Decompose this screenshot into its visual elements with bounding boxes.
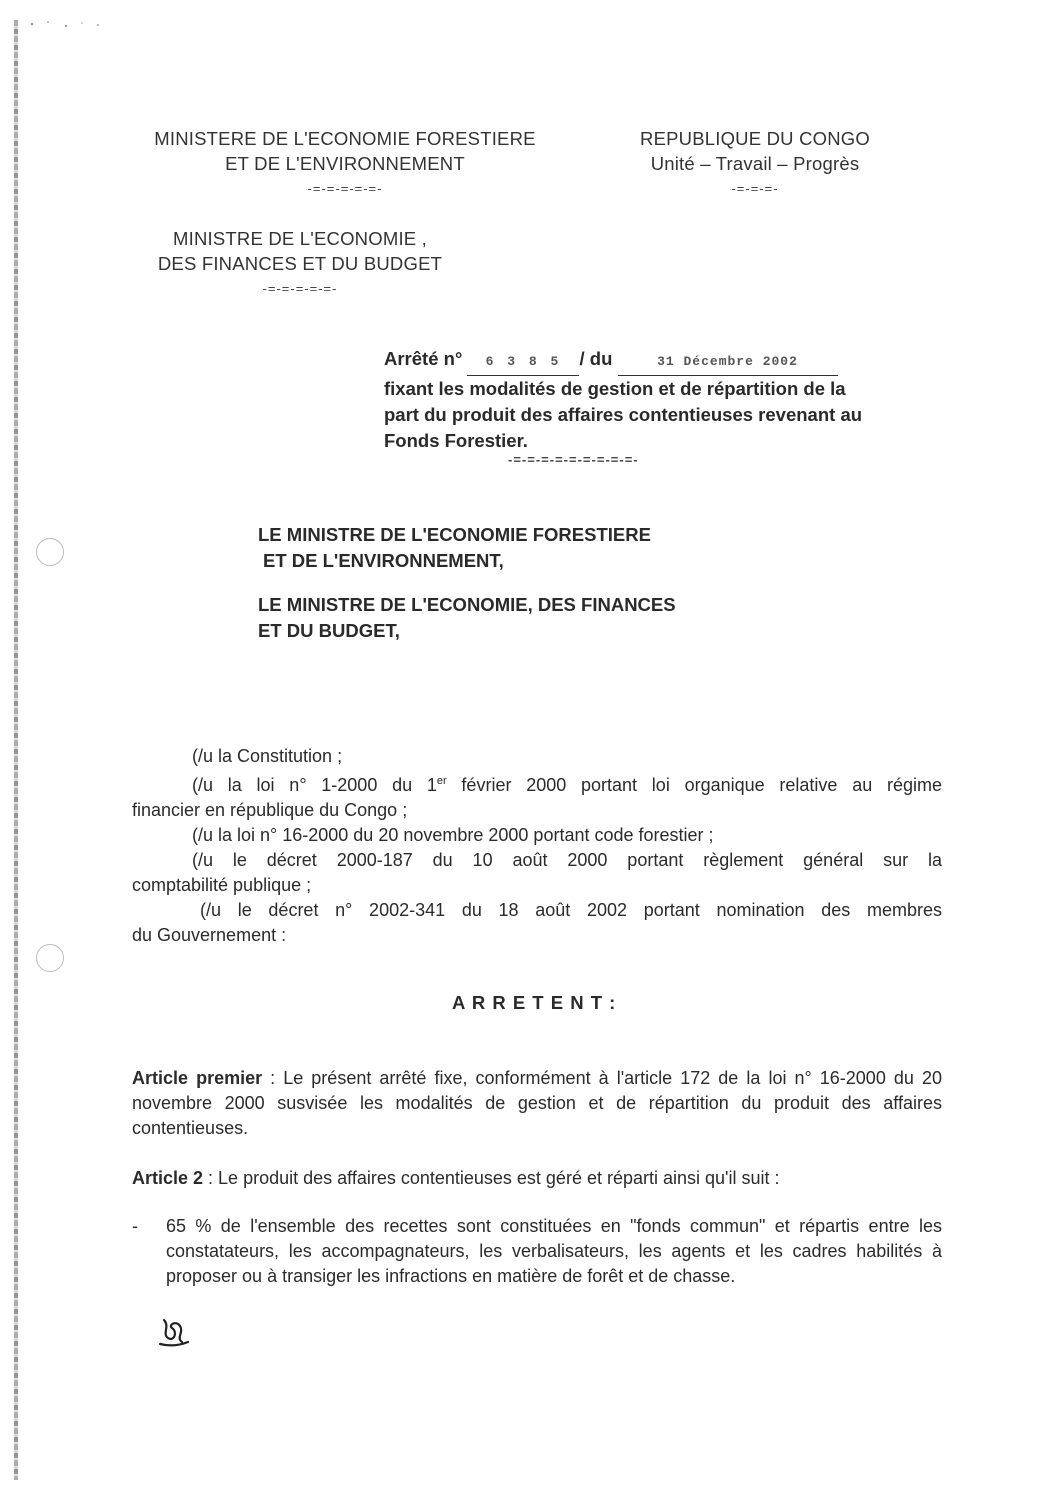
article-premier <box>132 1066 942 1141</box>
arrete-label: Arrêté n° <box>384 348 463 369</box>
scan-speckle <box>26 14 106 34</box>
republic-header <box>610 126 900 201</box>
visa-code-forestier: (/u la loi n° 16-2000 du 20 novembre 2000 portant code forestier ; <box>192 825 714 845</box>
finance-ministry-line1: MINISTRE DE L'ECONOMIE , <box>173 228 427 249</box>
initials-mark <box>156 1316 192 1355</box>
visas-block <box>132 744 942 948</box>
arrete-title-line3: Fonds Forestier. <box>384 430 528 451</box>
article-premier-text: : Le présent arrêté fixe, conformément à l'article 172 de la loi n° 16-2000 du 20 novembre 2000 susvisée les modalités de gestion et de répartition du produit des affaires contentieuses. <box>132 1068 942 1138</box>
visa-loi-1-2000: (/u la loi n° 1-2000 du 1er février 2000 portant loi organique relative au régime <box>192 775 942 795</box>
visa-decret-2002-341-cont: du Gouvernement : <box>132 925 287 945</box>
punch-hole-top <box>36 538 64 566</box>
minister-finance <box>258 592 676 644</box>
scan-edge <box>14 20 18 1480</box>
arrete-title-block <box>384 346 944 454</box>
republic-name: REPUBLIQUE DU CONGO <box>640 128 870 149</box>
visa-loi-1-2000-cont: financier en république du Congo ; <box>132 800 408 820</box>
arrete-date-field <box>618 346 838 376</box>
arrete-title-line2: part du produit des affaires contentieuses revenant au <box>384 404 863 425</box>
minister-forestry-line1: LE MINISTRE DE L'ECONOMIE FORESTIERE <box>258 524 651 545</box>
republic-motto: Unité – Travail – Progrès <box>650 153 860 174</box>
article-premier-label: Article premier <box>132 1068 263 1088</box>
republic-separator: -=-=-=- <box>731 181 779 196</box>
finance-ministry-separator: -=-=-=-=-=- <box>262 281 338 296</box>
finance-ministry-line2: DES FINANCES ET DU BUDGET <box>157 253 443 274</box>
bullet-65-percent: 65 % de l'ensemble des recettes sont constituées en "fonds commun" et répartis entre les constatateurs, les accompagnateurs, les verbalisateurs, les agents et les cadres habilités à proposer ou à transiger les infractions en matière de forêt et de chasse. <box>166 1216 942 1286</box>
bullet-dash: - <box>132 1216 138 1236</box>
minister-finance-line1: LE MINISTRE DE L'ECONOMIE, DES FINANCES <box>258 594 676 615</box>
ministry-line1: MINISTERE DE L'ECONOMIE FORESTIERE <box>154 128 536 149</box>
minister-finance-line2: ET DU BUDGET, <box>258 620 400 641</box>
arrete-number: 6 3 8 5 <box>485 354 562 369</box>
arretent-heading: A R R E T E N T : <box>452 992 617 1013</box>
arrete-number-line <box>384 346 944 376</box>
visa-constitution: (/u la Constitution ; <box>192 746 343 766</box>
minister-forestry-line2: ET DE L'ENVIRONNEMENT, <box>263 550 504 571</box>
article-2 <box>132 1166 942 1191</box>
article-2-label: Article 2 <box>132 1168 204 1188</box>
minister-forestry <box>258 522 651 574</box>
arrete-date: 31 Décembre 2002 <box>657 354 798 369</box>
ministry-separator: -=-=-=-=-=- <box>307 181 383 196</box>
punch-hole-bottom <box>36 944 64 972</box>
visa-decret-2000-187-cont: comptabilité publique ; <box>132 875 312 895</box>
arrete-number-field <box>467 346 579 376</box>
finance-ministry-header <box>130 226 470 301</box>
article-2-text: : Le produit des affaires contentieuses est géré et réparti ainsi qu'il suit : <box>203 1168 780 1188</box>
arrete-title-line1: fixant les modalités de gestion et de répartition de la <box>384 378 846 399</box>
visa-decret-2002-341: (/u le décret n° 2002-341 du 18 août 2002 portant nomination des membres <box>200 900 942 920</box>
ministry-header <box>110 126 580 201</box>
arrete-du-label: / du <box>579 348 613 369</box>
ministry-line2: ET DE L'ENVIRONNEMENT <box>225 153 465 174</box>
visa-decret-2000-187: (/u le décret 2000-187 du 10 août 2000 portant règlement général sur la <box>192 850 942 870</box>
arrete-separator: -=-=-=-=-=-=-=-=-=- <box>508 452 639 467</box>
